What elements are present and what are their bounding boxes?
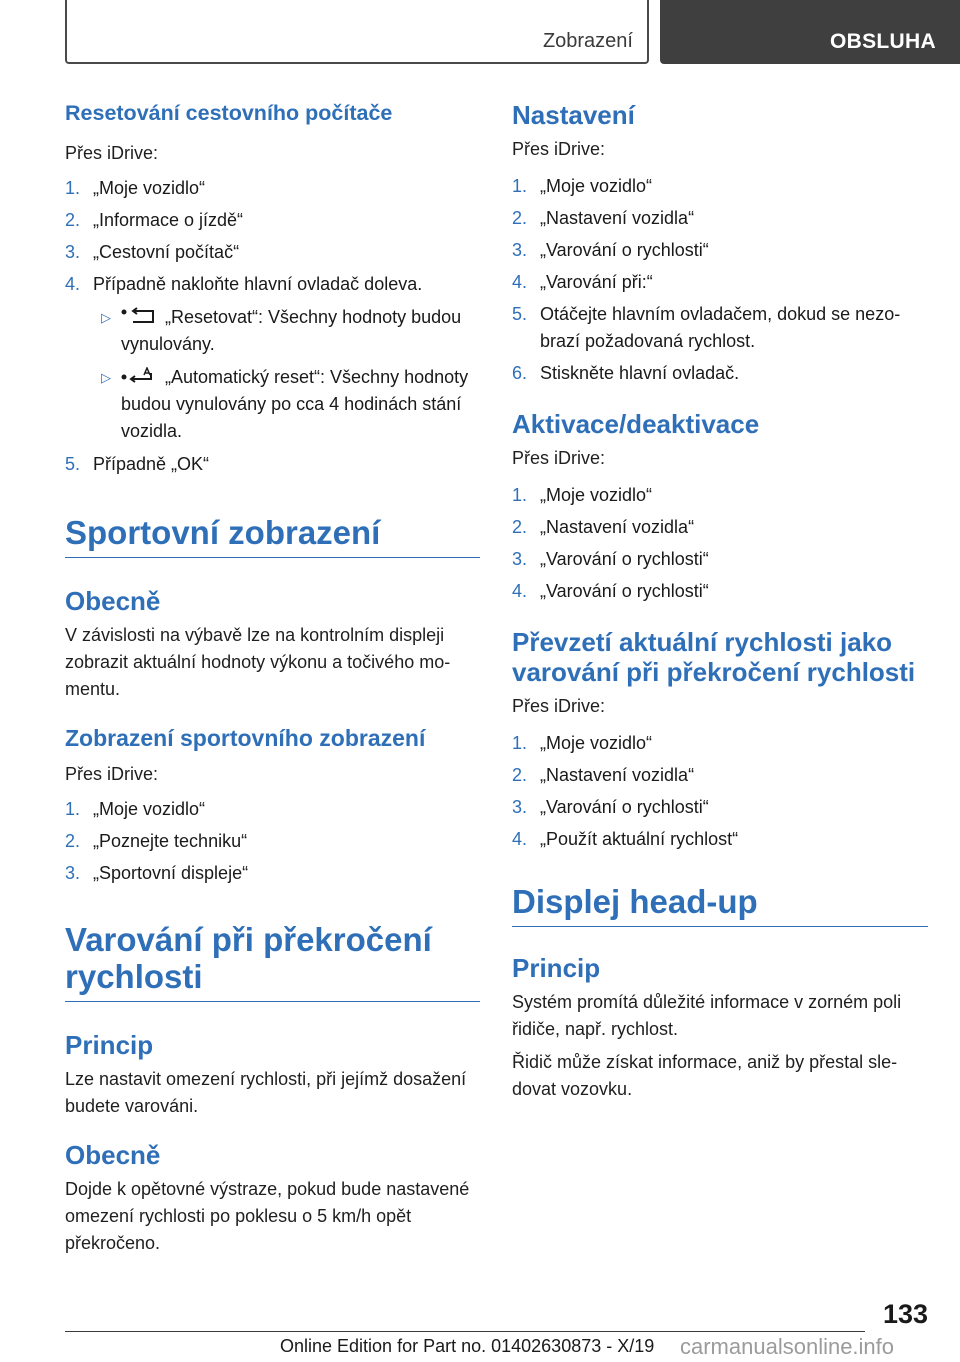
reset-button-icon	[121, 307, 155, 325]
list-item: 4. „Varování o rychlosti“	[512, 581, 709, 601]
triangle-bullet-icon: ▷	[101, 370, 111, 385]
sport-show-heading: Zobrazení sportovního zobrazení	[65, 725, 426, 751]
speed-warning-heading: Varování při překročení rychlosti	[65, 921, 480, 1002]
reset-steps	[65, 175, 480, 478]
hud-principle-heading: Princip	[512, 953, 601, 983]
sub-item: ▷ „Resetovat“: Všechny hodnoty budou vynulovány.	[121, 304, 480, 358]
list-item: 3. „Cestovní počítač“	[65, 242, 240, 262]
speed-principle-text: Lze nastavit omezení rychlosti, při jejímž dosažení budete varováni.	[65, 1069, 467, 1116]
section-tab-label: Zobrazení	[542, 30, 633, 52]
reset-via: Přes iDrive:	[65, 143, 159, 163]
list-item: 5. Případně „OK“	[65, 454, 210, 474]
list-item: 1. „Moje vozidlo“	[512, 176, 653, 196]
watermark: carmanualsonline.info	[680, 1334, 895, 1359]
list-item: 2. „Informace o jízdě“	[65, 210, 244, 230]
adopt-steps	[512, 730, 928, 853]
adopt-speed-heading: Převzetí aktuální rychlosti jako varování při překročení rychlosti	[512, 627, 916, 687]
speed-general-text: Dojde k opětovné výstraze, pokud bude nastavené omezení rychlosti po poklesu o 5 km/h opět překročeno.	[65, 1179, 470, 1253]
list-item: 4. „Varování při:“	[512, 272, 653, 292]
list-item: 2. „Nastavení vozidla“	[512, 517, 695, 537]
list-item: 1. „Moje vozidlo“	[512, 485, 653, 505]
list-item: 1. „Moje vozidlo“	[65, 799, 206, 819]
list-item: 1. „Moje vozidlo“	[512, 733, 653, 753]
list-item: 2. „Poznejte techniku“	[65, 831, 248, 851]
right-column	[512, 100, 928, 1115]
section-tab	[65, 0, 649, 64]
hud-driver-text: Řidič může získat informace, aniž by přestal sledovat vozovku.	[512, 1052, 898, 1099]
reset-heading: Resetování cestovního počítače	[65, 101, 393, 125]
sport-steps	[65, 796, 480, 887]
chapter-tab-label: OBSLUHA	[830, 30, 936, 53]
sport-via: Přes iDrive:	[65, 764, 159, 784]
page-number: 133	[882, 1299, 928, 1329]
settings-heading: Nastavení	[512, 100, 635, 130]
footer-divider	[65, 1331, 865, 1332]
speed-general-heading: Obecně	[65, 1140, 161, 1170]
speed-principle-heading: Princip	[65, 1030, 154, 1060]
sport-general-text: V závislosti na výbavě lze na kontrolním displeji zobrazit aktuální hodnoty výkonu a točivého momentu.	[65, 625, 451, 699]
triangle-bullet-icon: ▷	[101, 310, 111, 325]
list-item: 3. „Varování o rychlosti“	[512, 240, 709, 260]
list-item: 1. „Moje vozidlo“	[65, 178, 206, 198]
activation-heading: Aktivace/deaktivace	[512, 409, 760, 439]
list-item: 2. „Nastavení vozidla“	[512, 765, 695, 785]
sport-display-heading: Sportovní zobrazení	[65, 514, 480, 558]
hud-heading: Displej head-up	[512, 883, 928, 927]
hud-principle-text: Systém promítá důležité informace v zorném poli řidiče, např. rychlost.	[512, 992, 902, 1039]
sport-general-heading: Obecně	[65, 586, 161, 616]
footer-edition: Online Edition for Part no. 01402630873 - X/19	[280, 1336, 655, 1356]
settings-via: Přes iDrive:	[512, 139, 606, 159]
adopt-via: Přes iDrive:	[512, 696, 606, 716]
list-item: 4. „Použít aktuální rychlost“	[512, 829, 739, 849]
activation-via: Přes iDrive:	[512, 448, 606, 468]
list-item: 2. „Nastavení vozidla“	[512, 208, 695, 228]
list-item: 3. „Varování o rychlosti“	[512, 797, 709, 817]
list-item: 3. „Sportovní displeje“	[65, 863, 249, 883]
list-item: 4. Případně nakloňte hlavní ovladač doleva. ▷ „Resetovat“: Všechny hodnoty budou vynulovány. ▷ „Automatický reset“: Všechny hodnoty budou vynulovány po cca 4 hodinách stání vozidla.	[65, 271, 480, 445]
left-column	[65, 100, 480, 1269]
list-item: 5. Otáčejte hlavním ovladačem, dokud se nezobrazí požadovaná rychlost.	[512, 304, 901, 351]
list-item: 6. Stiskněte hlavní ovladač.	[512, 363, 740, 383]
settings-steps	[512, 173, 928, 387]
auto-reset-icon	[121, 367, 155, 385]
sub-item: ▷ „Automatický reset“: Všechny hodnoty budou vynulovány po cca 4 hodinách stání vozidla.	[121, 364, 480, 445]
activation-steps	[512, 482, 928, 605]
chapter-tab	[660, 0, 960, 64]
list-item: 3. „Varování o rychlosti“	[512, 549, 709, 569]
